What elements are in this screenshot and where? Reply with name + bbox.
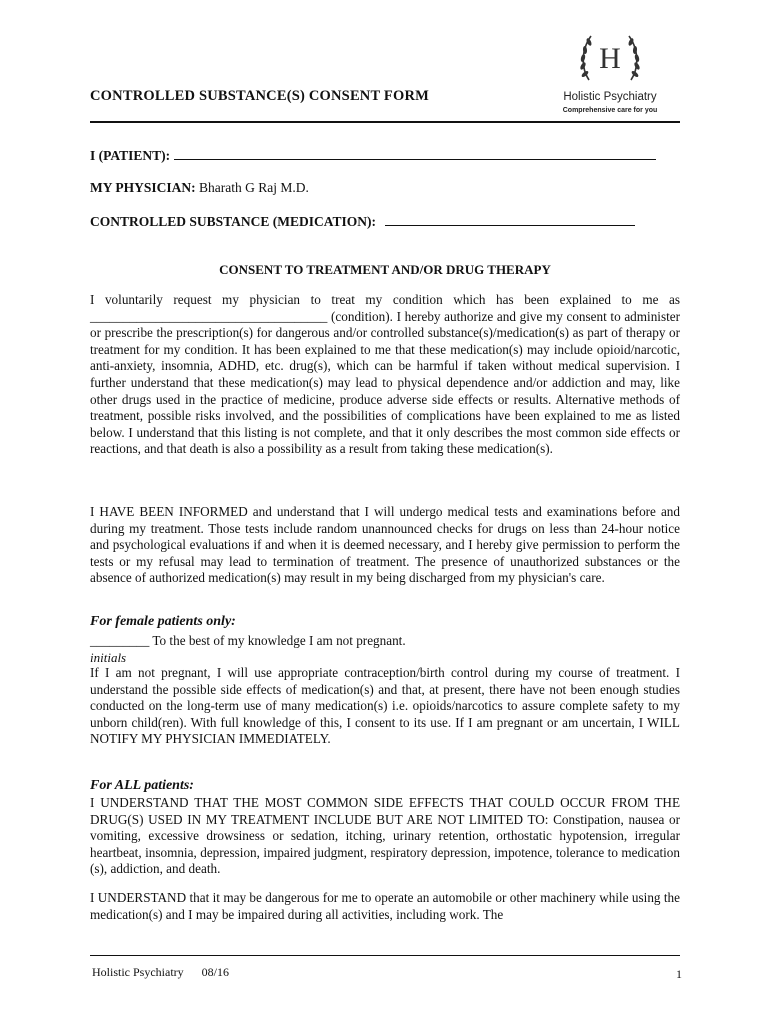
female-patients-heading: For female patients only: [90,614,236,629]
initials-label: initials [90,650,127,665]
logo-name: Holistic Psychiatry [563,91,657,103]
header-rule [90,121,680,123]
logo-tagline: Comprehensive care for you [562,107,658,114]
patient-input-line[interactable] [174,147,656,160]
footer-rule [90,955,680,956]
all-patients-heading: For ALL patients: [90,778,194,793]
form-title: CONTROLLED SUBSTANCE(S) CONSENT FORM [90,88,430,104]
informed-paragraph: I HAVE BEEN INFORMED and understand that I will undergo medical tests and examinations before and during my treatment. Those tests include random unannounced checks for drugs on less than 24-hour notice and psychological evaluations if and when it is deemed necessary, and I hereby give permission to perform the tests or my refusal may lead to termination of treatment. The presence of unauthorized substances or the absence of authorized medication(s) may result in my being discharged from my physician's care. [90,504,680,586]
machinery-paragraph: I UNDERSTAND that it may be dangerous for me to operate an automobile or other machinery while using the medication(s) and I may be impaired during all activities, including work. The [90,890,680,922]
physician-name: Bharath G Raj M.D. [199,180,309,195]
medication-field [90,213,635,230]
patient-field [90,147,656,164]
physician-label: MY PHYSICIAN: [90,180,196,195]
footer-text: Holistic Psychiatry 08/16 [92,965,229,979]
contraception-paragraph: If I am not pregnant, I will use appropriate contraception/birth control during my course of treatment. I understand the possible side effects of medication(s) and that, at present, there have not been enough studies conducted on the long-term use of many medication(s) i.e. opioids/narcotics to assure complete safety to my unborn child(ren). With full knowledge of this, I consent to its use. If I am pregnant or am uncertain, I WILL NOTIFY MY PHYSICIAN IMMEDIATELY. [90,665,680,747]
patient-label: I (PATIENT): [90,148,171,163]
initials-blank[interactable]: _________ [90,633,150,648]
consent-section-heading: CONSENT TO TREATMENT AND/OR DRUG THERAPY [219,262,551,277]
physician-field [90,180,309,196]
consent-paragraph: I voluntarily request my physician to treat my condition which has been explained to me as ____________________________________ (condition). I hereby authorize and give my consent to administer or prescribe the prescription(s) for dangerous and/or controlled substance(s)/medication(s) as part of therapy or treatment for my condition. It has been explained to me that these medication(s) may include opioid/narcotic, anti-anxiety, insomnia, ADHD, etc. drug(s), which can be harmful if taken without medical supervision. I further understand that these medication(s) may lead to physical dependence and/or addiction and may, like other drugs used in the practice of medicine, produce adverse side effects or results. Alternative methods of treatment, possible risks involved, and the possibilities of complications have been explained to me as listed below. I understand that this listing is not complete, and that it only describes the most common side effects or reactions, and that death is also a possibility as a result from taking these medication(s). [90,292,680,457]
logo-letter: H [599,42,621,75]
medication-input-line[interactable] [385,213,635,226]
medication-label: CONTROLLED SUBSTANCE (MEDICATION): [90,214,377,229]
page-number: 1 [676,967,682,981]
side-effects-paragraph: I UNDERSTAND THAT THE MOST COMMON SIDE EFFECTS THAT COULD OCCUR FROM THE DRUG(S) USED IN MY TREATMENT INCLUDE BUT ARE NOT LIMITED TO: Constipation, nausea or vomiting, excessive drowsiness or sedation, itching, urinary retention, orthostatic hypotension, irregular heartbeat, insomnia, depression, impaired judgment, respiratory depression, impotence, tolerance to medication (s), addiction, and death. [90,795,680,877]
pregnancy-statement [90,633,406,649]
pregnancy-statement-text: To the best of my knowledge I am not pregnant. [152,633,406,648]
